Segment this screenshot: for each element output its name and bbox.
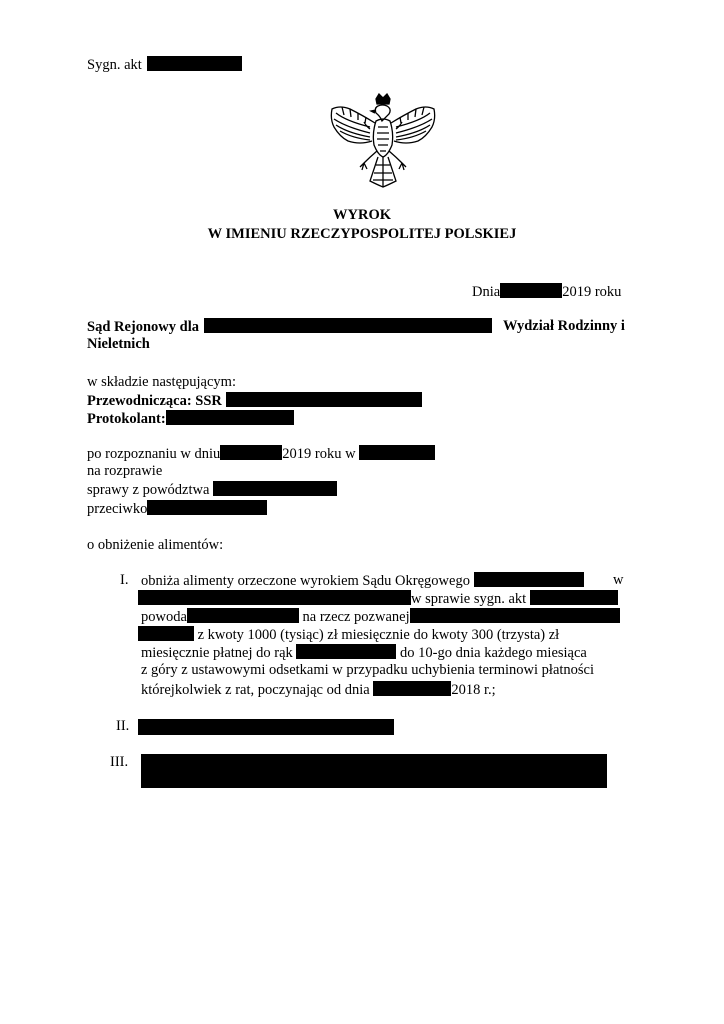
court-division-part2: Nieletnich <box>87 336 150 352</box>
ruling-1-defendant: na rzecz pozwanej <box>302 609 410 625</box>
ruling-numeral-1: I. <box>120 572 129 588</box>
ruling-1-line-4 <box>138 626 559 644</box>
redaction-box <box>226 392 422 407</box>
case-subject: o obniżenie alimentów: <box>87 537 224 553</box>
ruling-1-due: do 10-go dnia każdego miesiąca <box>400 645 587 661</box>
presiding-label: Przewodnicząca: SSR <box>87 393 222 409</box>
ruling-1-payable: miesięcznie płatnej do rąk <box>141 645 293 661</box>
ruling-numeral-2: II. <box>116 718 130 734</box>
polish-eagle-emblem <box>326 93 440 189</box>
redaction-box <box>166 410 294 425</box>
date-suffix: 2019 roku <box>562 284 622 300</box>
plaintiff-label: sprawy z powództwa <box>87 482 210 498</box>
redaction-box <box>410 608 620 623</box>
ruling-1-case-number: w sprawie sygn. akt <box>411 591 527 607</box>
composition-intro: w składzie następującym: <box>87 374 236 390</box>
redaction-box <box>296 644 396 659</box>
hearing-line-3 <box>87 481 337 499</box>
ruling-1-start-date: 2018 r.; <box>451 682 496 698</box>
ruling-1-text: obniża alimenty orzeczone wyrokiem Sądu Okręgowego <box>141 573 470 589</box>
ruling-1-line-1-end: w <box>613 572 624 588</box>
court-prefix: Sąd Rejonowy dla <box>87 319 199 335</box>
case-signature <box>87 56 242 74</box>
redaction-box <box>220 445 282 460</box>
court-division-part1: Wydział Rodzinny i <box>503 318 625 334</box>
redaction-box <box>138 626 194 641</box>
ruling-1-line-3 <box>141 608 620 626</box>
ruling-1-plaintiff: powoda <box>141 609 187 625</box>
ruling-1-line-1 <box>141 572 584 590</box>
redaction-box <box>187 608 299 623</box>
ruling-numeral-3: III. <box>110 754 129 770</box>
redaction-box <box>530 590 618 605</box>
ruling-1-line-2 <box>138 590 618 608</box>
title-in-name-of-republic: W IMIENIU RZECZYPOSPOLITEJ POLSKIEJ <box>207 226 517 242</box>
redaction-box <box>373 681 451 696</box>
court-line-1 <box>87 318 492 336</box>
judgment-date <box>472 283 621 301</box>
case-signature-label: Sygn. akt <box>87 57 142 73</box>
hearing-line-1 <box>87 445 435 463</box>
hearing-date-mid: 2019 roku w <box>282 446 356 462</box>
redaction-box <box>138 590 411 605</box>
title-verdict: WYROK <box>333 207 391 223</box>
hearing-date-prefix: po rozpoznaniu w dniu <box>87 446 221 462</box>
redaction-box <box>204 318 492 333</box>
defendant-label: przeciwko <box>87 501 148 517</box>
ruling-1-start: którejkolwiek z rat, poczynając od dnia <box>141 682 370 698</box>
date-prefix: Dnia <box>472 284 501 300</box>
ruling-1-amount: z kwoty 1000 (tysiąc) zł miesięcznie do kwoty 300 (trzysta) zł <box>197 627 560 643</box>
ruling-1-line-7 <box>141 681 496 699</box>
redaction-box <box>359 445 435 460</box>
redaction-box <box>141 754 607 788</box>
redaction-box <box>500 283 562 298</box>
hearing-line-4 <box>87 500 267 518</box>
ruling-1-line-6: z góry z ustawowymi odsetkami w przypadku uchybienia terminowi płatności <box>141 662 595 678</box>
redaction-box <box>147 56 242 71</box>
clerk-label: Protokolant: <box>87 411 166 427</box>
hearing-line-2: na rozprawie <box>87 463 163 479</box>
redaction-box <box>213 481 337 496</box>
court-clerk <box>87 410 294 428</box>
ruling-1-line-5 <box>141 644 587 662</box>
presiding-judge <box>87 392 422 410</box>
redaction-box <box>138 719 394 735</box>
redaction-box <box>147 500 267 515</box>
redaction-box <box>474 572 584 587</box>
